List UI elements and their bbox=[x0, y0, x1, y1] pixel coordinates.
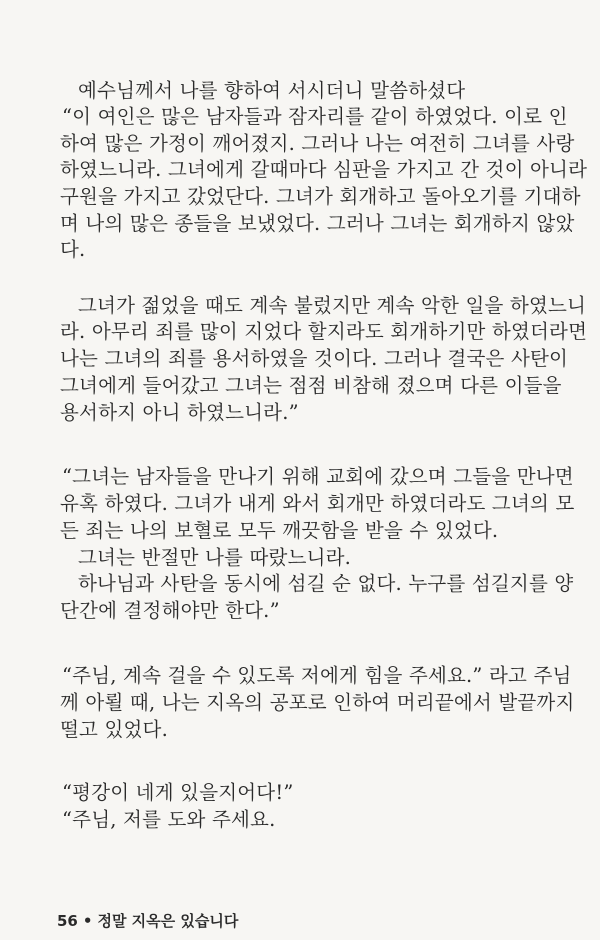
text-line: 다. bbox=[60, 238, 86, 261]
text-line: 구원을 가지고 갔었단다. 그녀가 회개하고 돌아오기를 기대하 bbox=[60, 185, 581, 208]
page-footer bbox=[57, 910, 238, 931]
text-line: “주님, 저를 도와 주세요. bbox=[62, 808, 276, 831]
text-line: 예수님께서 나를 향하여 서시더니 말씀하셨다 bbox=[78, 79, 466, 102]
text-line: 하였느니라. 그녀에게 갈때마다 심판을 가지고 간 것이 아니라 bbox=[60, 158, 588, 181]
text-line: 그녀에게 들어갔고 그녀는 점점 비참해 졌으며 다른 이들을 bbox=[60, 374, 562, 397]
text-line: 유혹 하였다. 그녀가 내게 와서 회개만 하였더라도 그녀의 모 bbox=[60, 492, 575, 515]
text-line: 용서하지 아니 하였느니라.” bbox=[60, 401, 299, 424]
text-line: 라. 아무리 죄를 많이 지었다 할지라도 회개하기만 하였더라면 bbox=[60, 320, 588, 343]
text-line: 며 나의 많은 종들을 보냈었다. 그러나 그녀는 회개하지 않았 bbox=[60, 212, 575, 235]
text-line: “평강이 네게 있을지어다!” bbox=[62, 781, 294, 804]
running-title: 정말 지옥은 있습니다 bbox=[97, 912, 239, 930]
text-line: 나는 그녀의 죄를 용서하였을 것이다. 그러나 결국은 사탄이 bbox=[60, 347, 569, 370]
footer-separator: • bbox=[82, 912, 93, 930]
text-line: 하나님과 사탄을 동시에 섬길 순 없다. 누구를 섬길지를 양 bbox=[78, 572, 574, 595]
text-line: 떨고 있었다. bbox=[60, 718, 168, 741]
text-line: 단간에 결정해야만 한다.” bbox=[60, 599, 280, 622]
text-line: “주님, 계속 걸을 수 있도록 저에게 힘을 주세요.” 라고 주님 bbox=[62, 664, 572, 687]
text-line: 그녀가 젊었을 때도 계속 불렀지만 계속 악한 일을 하였느니 bbox=[78, 294, 587, 317]
text-line: “이 여인은 많은 남자들과 잠자리를 같이 하였었다. 이로 인 bbox=[62, 105, 568, 128]
page-number: 56 bbox=[57, 912, 78, 930]
text-line: 든 죄는 나의 보혈로 모두 깨끗함을 받을 수 있었다. bbox=[60, 519, 499, 542]
text-line: 그녀는 반절만 나를 따랐느니라. bbox=[78, 546, 352, 569]
text-line: 께 아뢸 때, 나는 지옥의 공포로 인하여 머리끝에서 발끝까지 bbox=[60, 691, 575, 714]
text-line: 하여 많은 가정이 깨어졌지. 그러나 나는 여전히 그녀를 사랑 bbox=[60, 132, 575, 155]
text-line: “그녀는 남자들을 만나기 위해 교회에 갔으며 그들을 만나면 bbox=[62, 465, 574, 488]
